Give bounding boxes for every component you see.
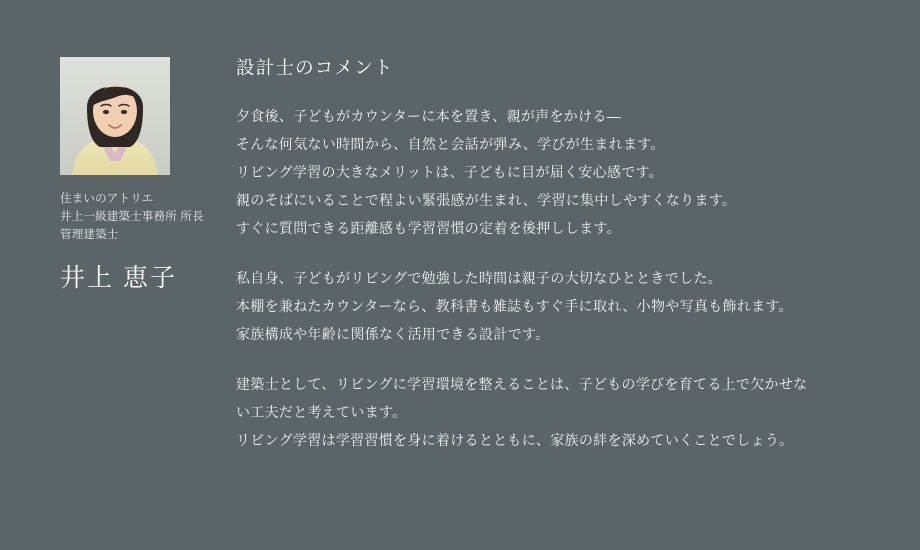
comment-line: すぐに質問できる距離感も学習習慣の定着を後押しします。 [236,220,621,236]
comment-paragraph-1 [236,102,876,242]
comment-paragraph-2 [236,264,876,348]
architect-affiliation: 住まいのアトリエ [60,193,154,205]
comment-title: 設計士のコメント [236,57,394,78]
architect-profile [60,57,220,294]
architect-office: 井上一級建築士事務所 所長 [60,210,204,223]
comment-paragraph-3 [236,370,876,454]
architect-name: 井上 恵子 [60,264,177,293]
comment-line: リビング学習の大きなメリットは、子どもに目が届く安心感です。 [236,164,664,180]
comment-section [236,54,876,454]
portrait-image [60,57,170,175]
comment-line: 家族構成や年齢に関係なく活用できる設計です。 [236,326,550,342]
comment-line: 建築士として、リビングに学習環境を整えることは、子どもの学びを育てる上で欠かせな [236,376,808,392]
comment-line: そんな何気ない時間から、自然と会話が弾み、学びが生まれます。 [236,136,665,152]
architect-meta [60,191,220,244]
comment-line: い工夫だと考えています。 [236,404,407,420]
comment-line: 親のそばにいることで程よい緊張感が生まれ、学習に集中しやすくなります。 [236,192,737,208]
comment-line: 夕食後、子どもがカウンターに本を置き、親が声をかける— [236,108,621,124]
comment-line: リビング学習は学習習慣を身に着けるとともに、家族の絆を深めていくことでしょう。 [236,432,794,448]
comment-line: 本棚を兼ねたカウンターなら、教科書も雑誌もすぐ手に取れ、小物や写真も飾れます。 [236,298,793,314]
architect-qualification: 管理建築士 [60,228,119,241]
comment-line: 私自身、子どもがリビングで勉強した時間は親子の大切なひとときでした。 [236,270,722,286]
architect-portrait [60,57,170,175]
